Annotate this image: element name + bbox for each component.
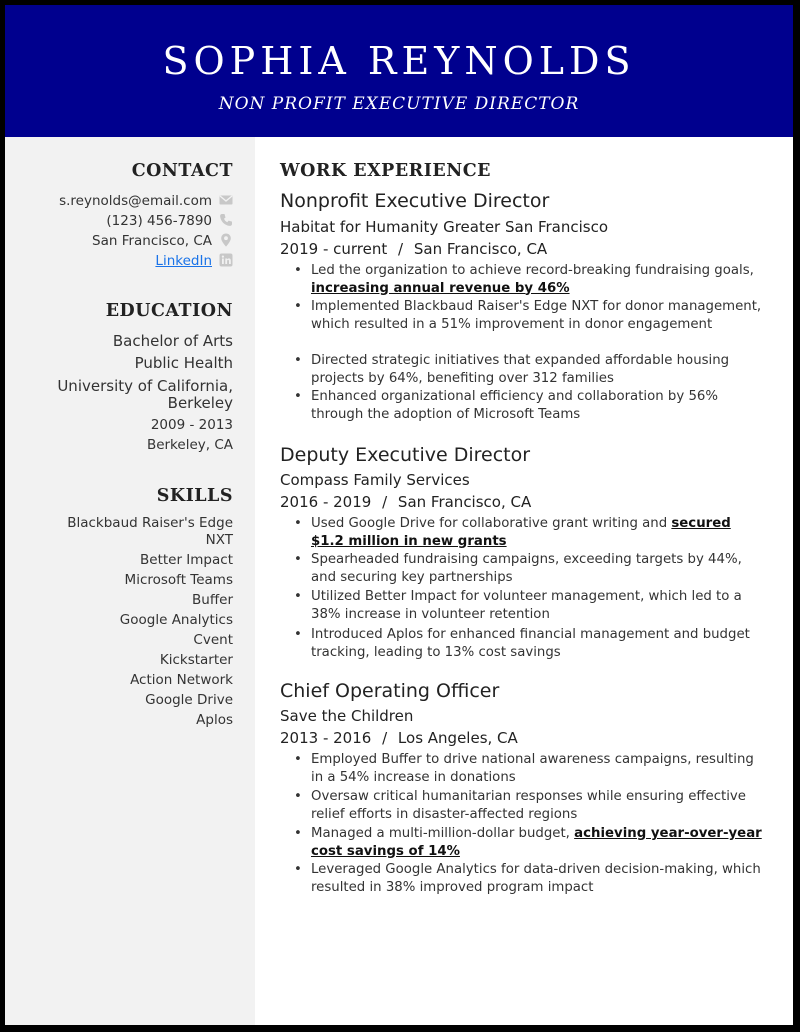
job-location: Los Angeles, CA xyxy=(397,729,518,747)
job-dates-location xyxy=(280,728,518,748)
bullet-text: Enhanced organizational efficiency and collaboration by 56% through the adoption of Microsoft Teams xyxy=(311,389,718,422)
job-dates: 2013 - 2016 xyxy=(280,729,372,747)
contact-location-row xyxy=(92,231,233,251)
contact-location: San Francisco, CA xyxy=(92,233,212,249)
education-school-line1: University of California, xyxy=(57,377,233,395)
job-title: Deputy Executive Director xyxy=(280,444,531,466)
resume-page xyxy=(5,5,793,1025)
skill-item: Aplos xyxy=(196,712,233,728)
envelope-icon xyxy=(219,193,233,207)
skill-item: Cvent xyxy=(193,632,233,648)
job-location: San Francisco, CA xyxy=(413,240,548,258)
job-separator: / xyxy=(398,240,404,258)
contact-phone-row xyxy=(106,211,233,231)
education-heading: EDUCATION xyxy=(105,301,233,321)
bullet-text: Spearheaded fundraising campaigns, exceeding targets by 44%, and securing key partnerships xyxy=(311,552,742,585)
skill-item: Blackbaud Raiser's Edge xyxy=(67,515,233,531)
job-dates: 2016 - 2019 xyxy=(280,493,372,511)
education-degree: Bachelor of Arts xyxy=(112,332,233,350)
bullet-text: Introduced Aplos for enhanced financial management and budget tracking, leading to 13% cost savings xyxy=(311,627,750,660)
contact-phone: (123) 456-7890 xyxy=(106,213,212,229)
job-bullet xyxy=(311,751,766,786)
job-bullet xyxy=(311,388,766,423)
skill-item: Action Network xyxy=(130,672,233,688)
bullet-text: Implemented Blackbaud Raiser's Edge NXT for donor management, which resulted in a 51% improvement in donor engagement xyxy=(311,299,762,332)
skill-item: Microsoft Teams xyxy=(124,572,233,588)
job-company: Save the Children xyxy=(280,707,414,725)
main-content xyxy=(255,137,793,1025)
education-years: 2009 - 2013 xyxy=(150,417,233,433)
resume-header xyxy=(5,5,793,137)
contact-email[interactable]: s.reynolds@email.com xyxy=(59,193,212,209)
skill-item: Better Impact xyxy=(140,552,233,568)
skill-item: Google Analytics xyxy=(119,612,233,628)
contact-linkedin-row xyxy=(155,251,233,271)
job-separator: / xyxy=(382,493,388,511)
job-dates-location xyxy=(280,239,547,259)
skill-item: Buffer xyxy=(192,592,233,608)
job-company: Compass Family Services xyxy=(280,471,470,489)
education-location: Berkeley, CA xyxy=(146,437,233,453)
job-bullet xyxy=(311,551,766,586)
candidate-name: SOPHIA REYNOLDS xyxy=(162,39,636,83)
bullet-text: Utilized Better Impact for volunteer management, which led to a 38% increase in volunteer retention xyxy=(311,589,742,622)
candidate-title: NON PROFIT EXECUTIVE DIRECTOR xyxy=(218,94,580,114)
skills-heading: SKILLS xyxy=(156,486,233,506)
contact-email-row xyxy=(59,191,233,211)
job-dates-location xyxy=(280,492,531,512)
sidebar xyxy=(5,137,255,1025)
contact-heading: CONTACT xyxy=(131,161,233,181)
job-bullet xyxy=(311,861,766,896)
education-school-line2: Berkeley xyxy=(167,394,233,412)
job-bullet xyxy=(311,262,766,297)
bullet-highlight: achieving year-over-year cost savings of 14% xyxy=(311,826,762,859)
experience-heading: WORK EXPERIENCE xyxy=(280,161,491,181)
phone-icon xyxy=(219,213,233,227)
job-dates: 2019 - current xyxy=(280,240,388,258)
job-title: Nonprofit Executive Director xyxy=(280,190,550,212)
bullet-text: Employed Buffer to drive national awareness campaigns, resulting in a 54% increase in donations xyxy=(311,752,754,785)
bullet-text: Led the organization to achieve record-breaking fundraising goals, xyxy=(311,263,754,278)
job-company: Habitat for Humanity Greater San Francisco xyxy=(280,218,609,236)
job-bullet xyxy=(311,515,766,550)
bullet-text: Leveraged Google Analytics for data-driven decision-making, which resulted in 38% improved program impact xyxy=(311,862,761,895)
job-bullet xyxy=(311,298,766,333)
linkedin-icon xyxy=(219,253,233,267)
location-pin-icon xyxy=(219,233,233,247)
job-title: Chief Operating Officer xyxy=(280,680,500,702)
skill-item: Google Drive xyxy=(145,692,233,708)
bullet-text: Used Google Drive for collaborative grant writing and xyxy=(311,516,672,531)
bullet-highlight: secured $1.2 million in new grants xyxy=(311,516,731,549)
linkedin-link[interactable]: LinkedIn xyxy=(155,253,212,269)
job-bullet xyxy=(311,352,766,387)
education-major: Public Health xyxy=(134,354,233,372)
bullet-text: Directed strategic initiatives that expanded affordable housing projects by 64%, benefiting over 312 families xyxy=(311,353,730,386)
job-bullet xyxy=(311,588,766,623)
skill-item: NXT xyxy=(205,532,233,548)
job-bullet xyxy=(311,788,766,823)
bullet-highlight: increasing annual revenue by 46% xyxy=(311,280,570,296)
skill-item: Kickstarter xyxy=(159,652,233,668)
job-bullet xyxy=(311,825,766,860)
job-location: San Francisco, CA xyxy=(397,493,532,511)
bullet-text: Managed a multi-million-dollar budget, xyxy=(311,826,575,841)
bullet-text: Oversaw critical humanitarian responses while ensuring effective relief efforts in disaster-affected regions xyxy=(311,789,746,822)
job-separator: / xyxy=(382,729,388,747)
job-bullet xyxy=(311,626,766,661)
